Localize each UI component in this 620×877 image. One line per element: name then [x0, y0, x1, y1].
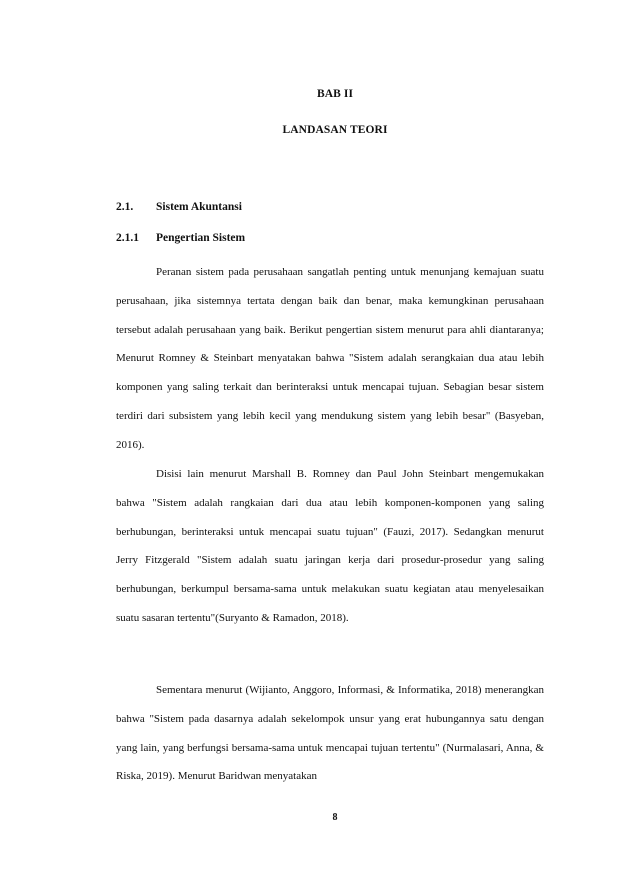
body-paragraph: Sementara menurut (Wijianto, Anggoro, Informasi, & Informatika, 2018) menerangkan bahwa "Sistem pada dasarnya adalah sekelompok unsur yang erat hubungannya satu dengan yang lain, yang berfungsi bersama-sama untuk mencapai tujuan tertentu" (Nurmalasari, Anna, & Riska, 2019). Menurut Baridwan menyatakan: [116, 684, 544, 783]
body-paragraph: Peranan sistem pada perusahaan sangatlah penting untuk menunjang kemajuan suatu perusahaan, jika sistemnya tertata dengan baik dan benar, maka kemungkinan perusahaan tersebut adalah perusahaan yang baik. Berikut pengertian sistem menurut para ahli diantaranya; Menurut Romney & Steinbart menyatakan bahwa "Sistem adalah serangkaian dua atau lebih komponen yang saling terkait dan berinteraksi untuk mencapai tujuan. Sebagian besar sistem terdiri dari subsistem yang lebih kecil yang mendukung sistem yang lebih besar" (Basyeban, 2016).: [116, 266, 544, 451]
page-number: 8: [332, 812, 338, 823]
body-paragraph: Disisi lain menurut Marshall B. Romney dan Paul John Steinbart mengemukakan bahwa "Sistem adalah rangkaian dari dua atau lebih komponen-komponen yang saling berhubungan, berinteraksi untuk mencapai suatu tujuan" (Fauzi, 2017). Sedangkan menurut Jerry Fitzgerald "Sistem adalah suatu jaringan kerja dari prosedur-prosedur yang saling berhubungan, berkumpul bersama-sama untuk melakukan suatu kegiatan atau menyelesaikan suatu sasaran tertentu"(Suryanto & Ramadon, 2018).: [116, 468, 544, 624]
section-title: Sistem Akuntansi: [156, 201, 242, 213]
chapter-title: LANDASAN TEORI: [282, 124, 388, 136]
subsection-title: Pengertian Sistem: [156, 232, 246, 244]
section-heading: [116, 201, 242, 213]
subsection-number: 2.1.1: [116, 232, 139, 244]
chapter-label: BAB II: [316, 88, 354, 100]
subsection-heading: [116, 232, 245, 244]
section-number: 2.1.: [116, 201, 134, 213]
